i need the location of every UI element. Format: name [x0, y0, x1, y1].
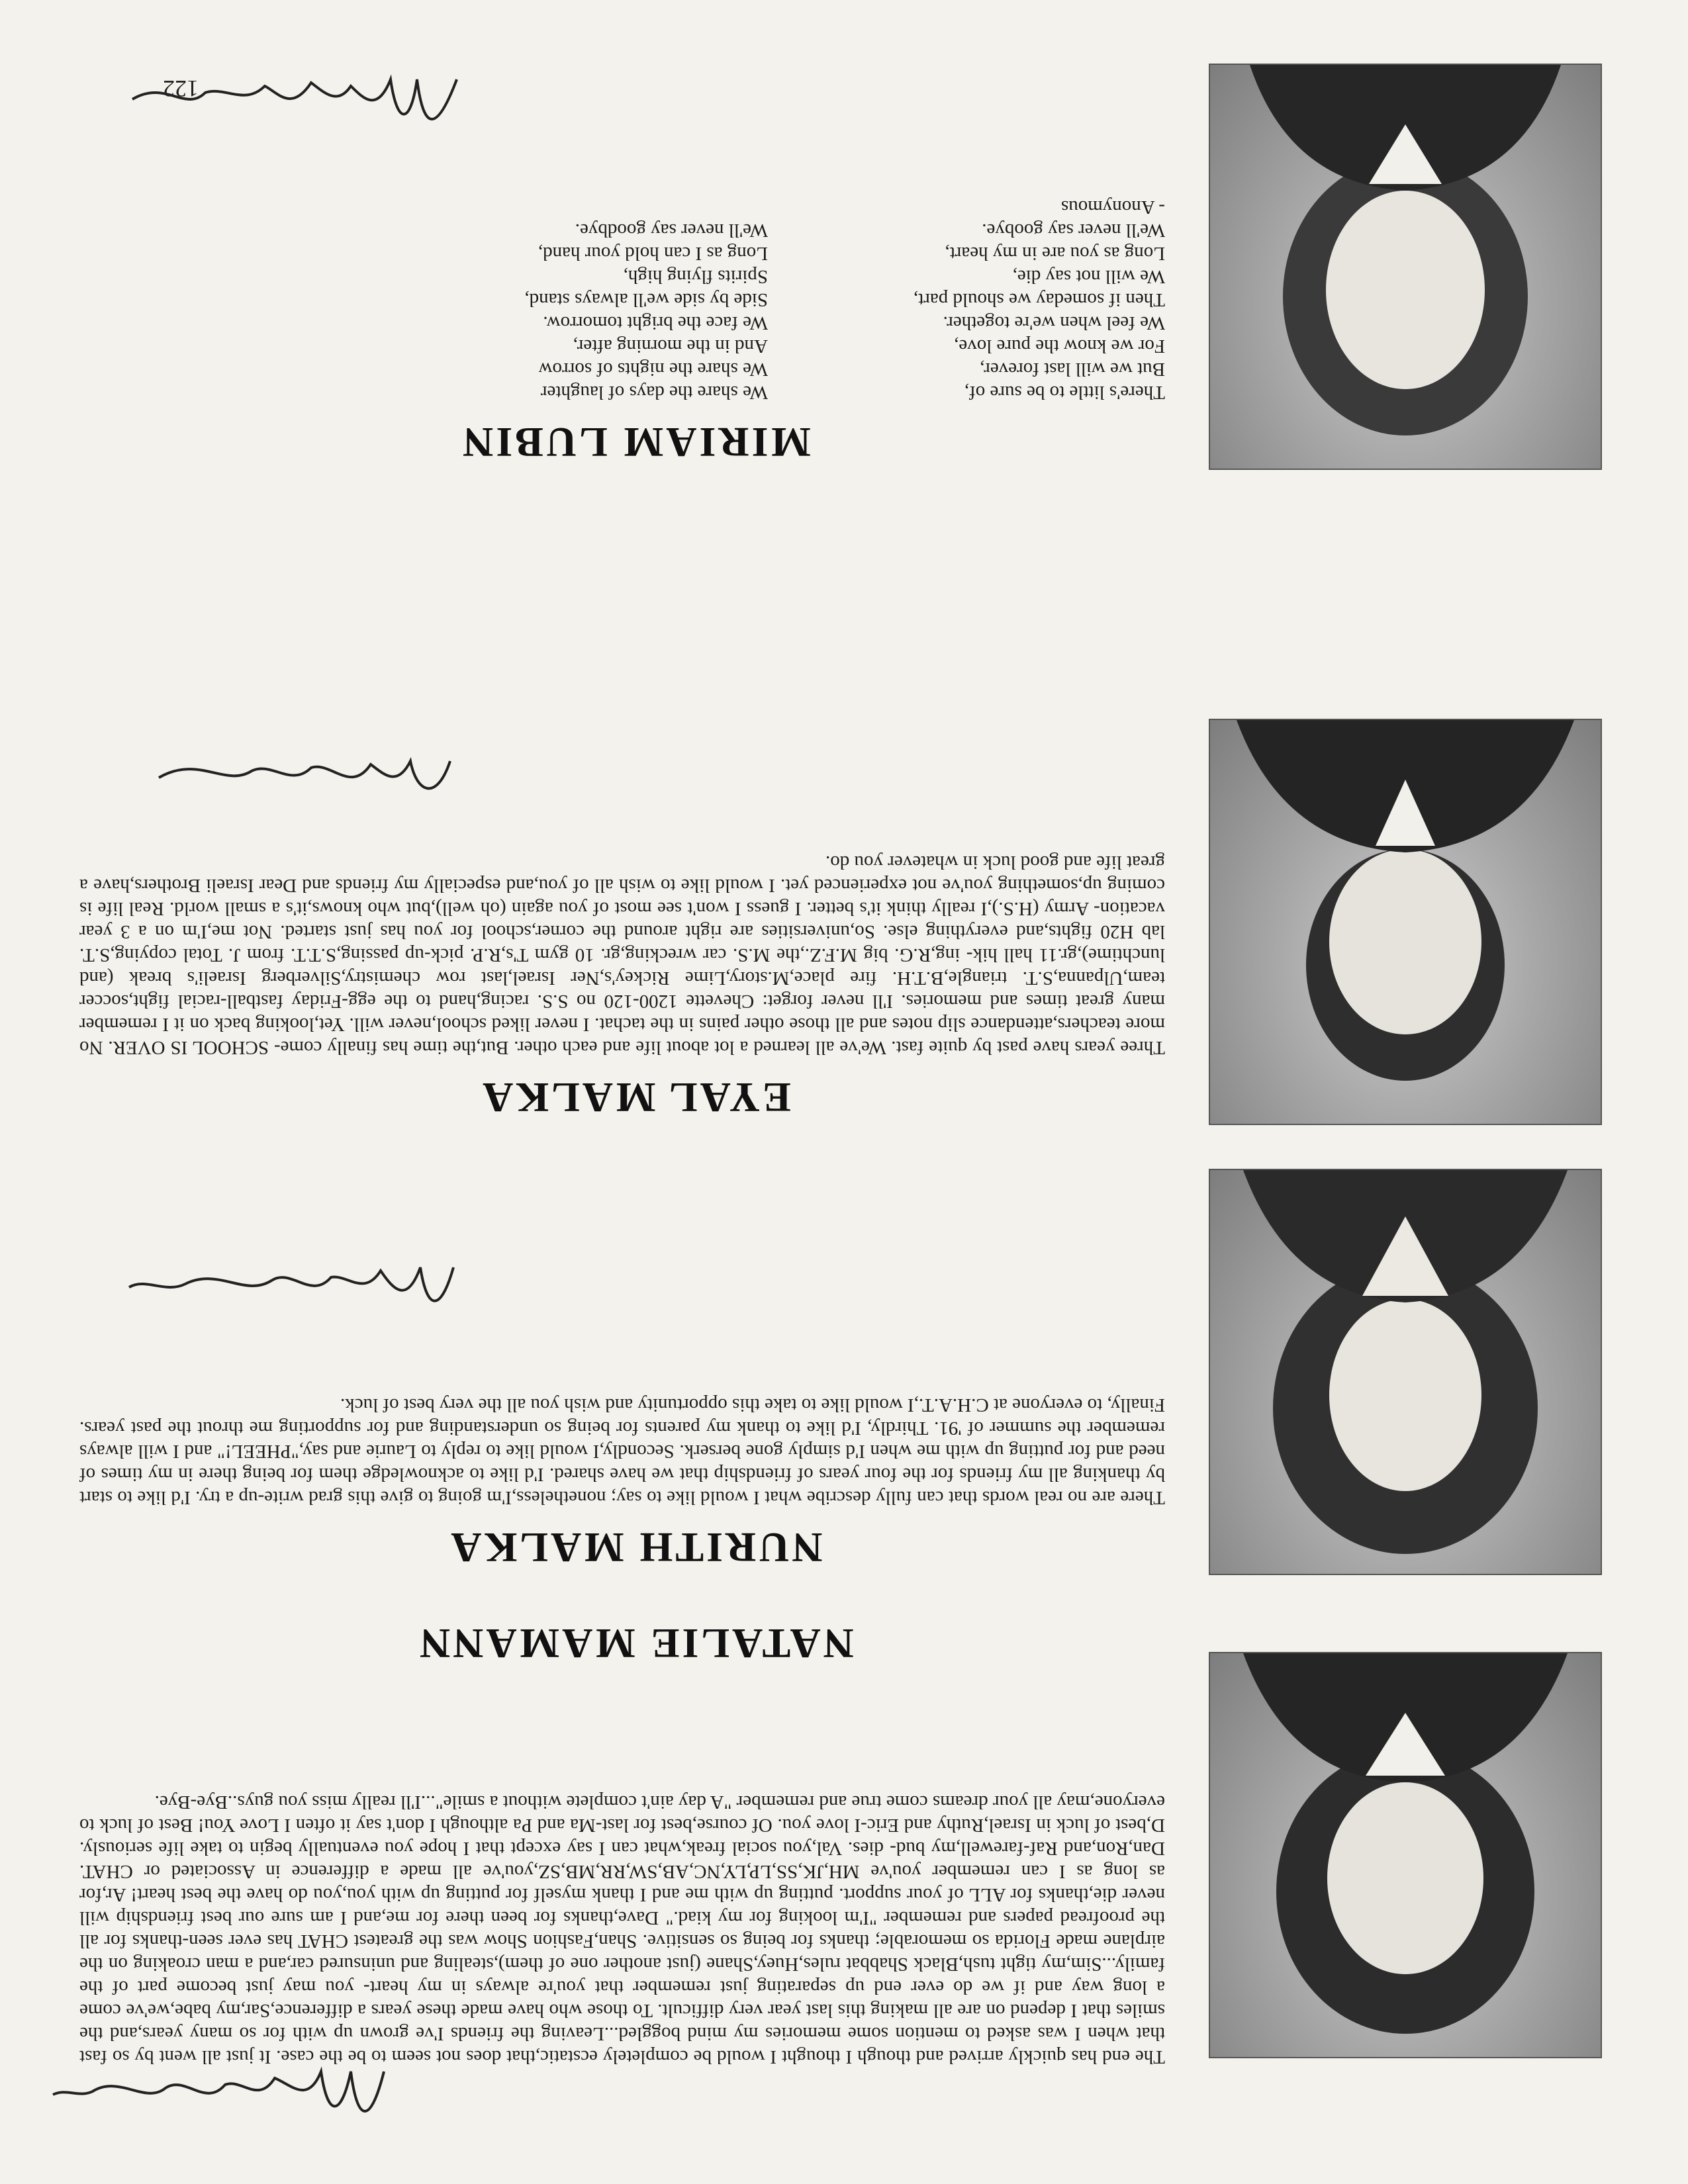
- student-write-up: Three years have past by quite fast. We've all learned a lot about life and each other. But,the time has finally come- SCHOOL IS OVER. No more teachers,attendance slip notes and all those other pains in the tachat. I never liked school,never will. Yet,looking back on it I remember many great times and memories. I'll never forget: Chevette 1200-120 no S.S. racing,hand to the egg-Friday fastball-racial fight,soccer team,Ulpanna,S.T. triangle,B.T.H. fire place,M.story,Lime Rickey's,Ner Israel,last row chemistry,Silverberg Israeli's break (and lunchtime),gr.11 hall hik- ing,R.G. big M.F.Z.,the M.S. car wrecking,gr. 10 gym T's,R.P. pick-up passing,S.T.T. from J. Total copying,S.T. lab H20 fights,and everything else. So,universities are right around the corner,school for you has just started. Not me,I'm on a 3 year vacation- Army (H.S.),I really think it's better. I guess I won't see most of you again (oh well),but who knows,it's a small world. Real life is coming up,something you've not experienced yet. I would like to wish all of you,and especially my friends and Dear Israeli Brothers,have a great life and good luck in whatever you do.: [79, 852, 1165, 1058]
- portrait-photo: [1209, 1169, 1602, 1575]
- handwritten-signature: [46, 2052, 391, 2131]
- handwritten-signature: [119, 60, 463, 139]
- poem-left-column: We share the days of laughter We share the nights of sorrow And in the morning after, We face the bright tomorrow. Side by side we'll always stand, Spirits flying high, Long as I can hold your hand, We'll never say goodbye.: [524, 220, 768, 403]
- portrait-silhouette: [1210, 720, 1601, 1124]
- portrait-photo: [1209, 64, 1602, 470]
- entry-miriam-lubin: [0, 13, 1688, 470]
- student-name: MIRIAM LUBIN: [460, 419, 811, 466]
- portrait-silhouette: [1210, 1170, 1601, 1574]
- entry-nurith-malka: [0, 1118, 1688, 1575]
- portrait-photo: [1209, 1652, 1602, 2058]
- student-name: NATALIE MAMANN: [417, 1620, 854, 1667]
- handwritten-signature: [119, 735, 463, 814]
- entry-eyal-malka: [0, 668, 1688, 1125]
- student-name: NURITH MALKA: [448, 1524, 823, 1571]
- page-number: 122: [163, 75, 199, 102]
- student-name: EYAL MALKA: [480, 1074, 791, 1121]
- portrait-silhouette: [1210, 65, 1601, 469]
- entry-natalie-mamann: [0, 1595, 1688, 2071]
- poem-right-column: There's little to be sure of, But we will last forever, For we know the pure love, We feel when we're together. Then if someday we should part, We will not say die, Long as you are in my heart, We'll never say goobye. - Anonymous: [913, 197, 1165, 403]
- student-write-up: The end has quickly arrived and though I thought I would be completely ecstatic,that does not seem to be the case. It just all went by so fast that when I was asked to mention some memories my mind boggled...Leaving the friends I've grown up with for so many years,and the smiles that I depend on are all making this last year very difficult. To those who have made these years a difference,Sar,my babe,we've come a long way and if we do ever end up separating just remember that you're always in my heart- you may just become part of the family...Sim,my tight tush,Black Shabbat rules,Huey,Shane (just another one of them),stealing and uninsured car,and a man croaking on the airplane made Florida so memorable; thanks for being so sensitive. Shan,Fashion Show was the greatest CHAT has ever seen-thanks for all the proofread papers and remember "I'm looking for my kiad." Dave,thanks for been there for me,and I am sure our best friendship will never die,thanks for ALL of your support. putting up with me and I thank myself for putting up with you,you do have the best heart! Ar,for as long as I can remember you've MH,JK,SS,LP,LY,NC,AB,SW,RR,MB,SZ,you've all made a difference in Associated or CHAT. Dan,Ron,and Raf-farewell,my bud- dies. Val,you social freak,what can I say except that I hope you eventually begin to take life seriously. D,best of luck in Israel,Ruthy and Eric-I love you. Of course,best for last-Ma and Pa although I don't say it often I Love You! Best of luck to everyone,may all your dreams come true and remember "A day ain't complete without a smile"...I'll really miss you guys..Bye-Bye.: [79, 1792, 1165, 2068]
- student-write-up: There are no real words that can fully describe what I would like to say; nonetheless,I'm going to give this grad write-up a try. I'd like to start by thanking all my friends for the four years of friendship that we have shared. I'd like to acknowledge them for being there in my times of need and for putting up with me when I'd simply gone berserk. Secondly,I would like to reply to Laurie and say,"PHEEL!" and I will always remember the summer of '91. Thirdly, I'd like to thank my parents for being so understanding and for supporting me throut the past years. Finally, to everyone at C.H.A.T.,I would like to take this opportunity and wish you all the very best of luck.: [79, 1394, 1165, 1508]
- portrait-photo: [1209, 719, 1602, 1125]
- portrait-silhouette: [1210, 1653, 1601, 2057]
- handwritten-signature: [119, 1244, 463, 1324]
